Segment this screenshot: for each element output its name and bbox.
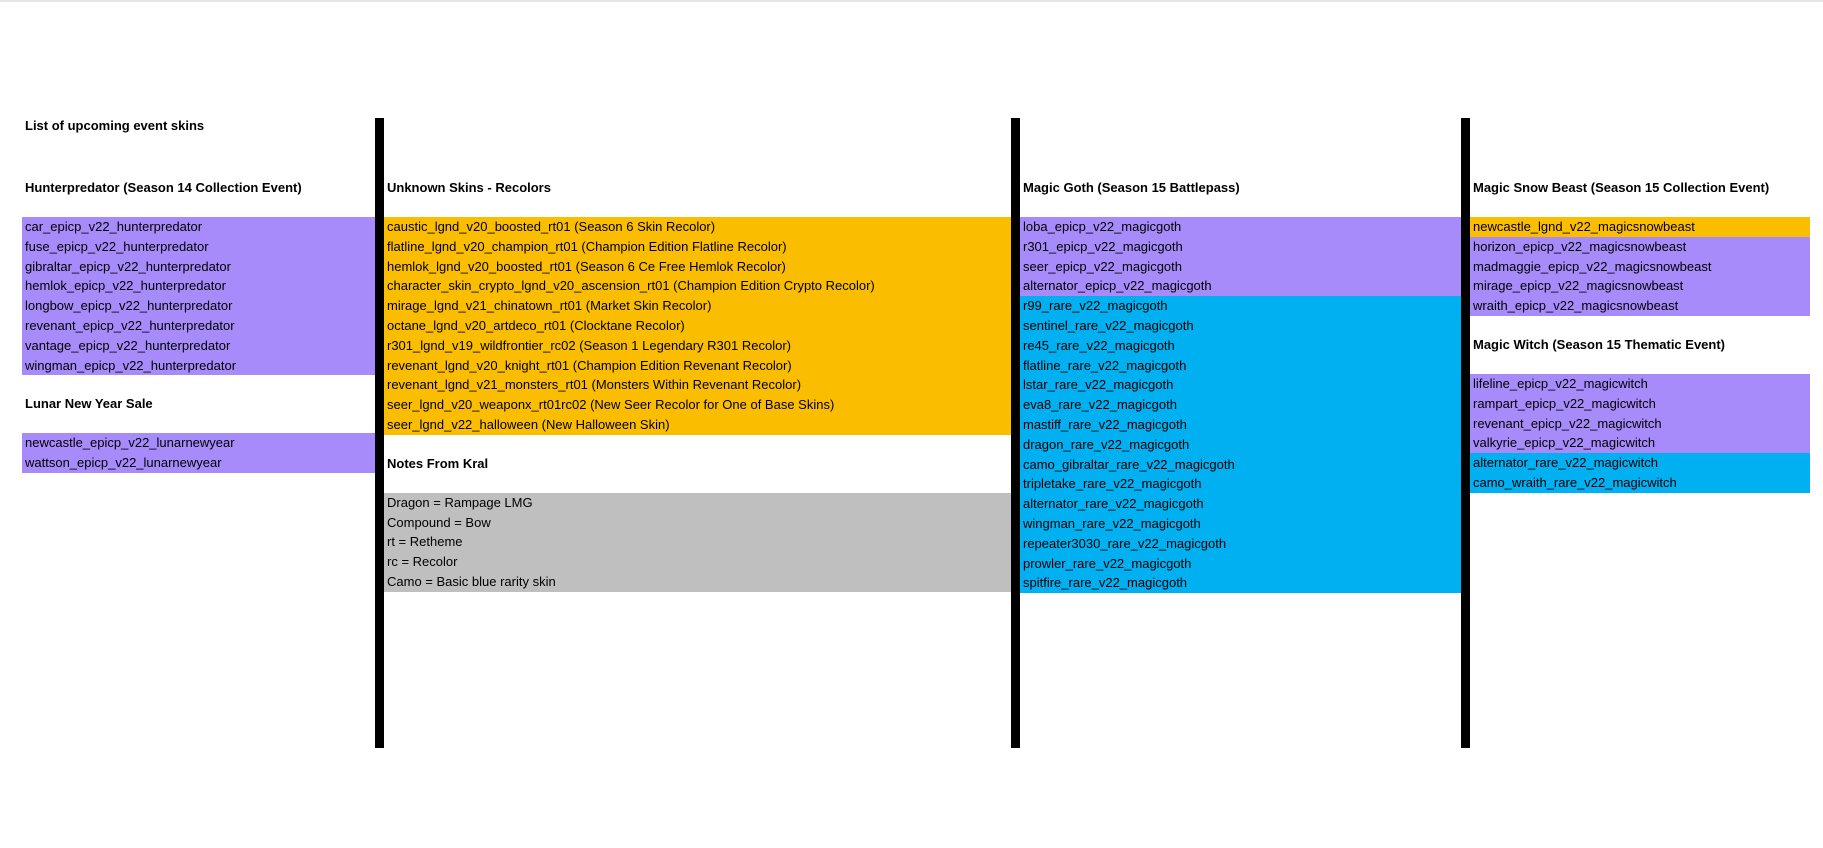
list-item: r301_epicp_v22_magicgoth	[1020, 237, 1461, 257]
list-item: mastiff_rare_v22_magicgoth	[1020, 415, 1461, 435]
column-recolors	[384, 178, 1011, 592]
list-item: r99_rare_v22_magicgoth	[1020, 296, 1461, 316]
list-item: wingman_epicp_v22_hunterpredator	[22, 356, 375, 376]
section-title-magic-goth: Magic Goth (Season 15 Battlepass)	[1023, 180, 1240, 195]
list-item: Dragon = Rampage LMG	[384, 493, 1011, 513]
list-hunterpredator	[22, 217, 375, 375]
list-item: alternator_rare_v22_magicgoth	[1020, 494, 1461, 514]
list-item: wingman_rare_v22_magicgoth	[1020, 514, 1461, 534]
section-title-magic-witch: Magic Witch (Season 15 Thematic Event)	[1473, 336, 1726, 352]
section-title-hunterpredator: Hunterpredator (Season 14 Collection Event)	[25, 180, 302, 195]
list-item: seer_epicp_v22_magicgoth	[1020, 257, 1461, 277]
list-item: tripletake_rare_v22_magicgoth	[1020, 474, 1461, 494]
list-item: revenant_lgnd_v20_knight_rt01 (Champion Edition Revenant Recolor)	[384, 356, 1011, 376]
list-item: vantage_epicp_v22_hunterpredator	[22, 336, 375, 356]
column-hunterpredator	[22, 178, 375, 473]
list-item: flatline_lgnd_v20_champion_rt01 (Champion Edition Flatline Recolor)	[384, 237, 1011, 257]
list-item: revenant_epicp_v22_magicwitch	[1470, 414, 1810, 434]
list-item: seer_lgnd_v22_halloween (New Halloween Skin)	[384, 415, 1011, 435]
list-item: dragon_rare_v22_magicgoth	[1020, 435, 1461, 455]
list-magic-witch	[1470, 374, 1810, 493]
column-divider-2	[1011, 118, 1020, 748]
list-recolors	[384, 217, 1011, 435]
list-item: rt = Retheme	[384, 532, 1011, 552]
column-magic-snow-beast	[1470, 178, 1810, 493]
list-item: gibraltar_epicp_v22_hunterpredator	[22, 257, 375, 277]
list-item: fuse_epicp_v22_hunterpredator	[22, 237, 375, 257]
list-item: wraith_epicp_v22_magicsnowbeast	[1470, 296, 1810, 316]
section-title-recolors: Unknown Skins - Recolors	[387, 180, 551, 195]
column-divider-3	[1461, 118, 1470, 748]
list-item: mirage_lgnd_v21_chinatown_rt01 (Market Skin Recolor)	[384, 296, 1011, 316]
list-item: loba_epicp_v22_magicgoth	[1020, 217, 1461, 237]
list-item: lstar_rare_v22_magicgoth	[1020, 375, 1461, 395]
list-item: revenant_lgnd_v21_monsters_rt01 (Monsters Within Revenant Recolor)	[384, 375, 1011, 395]
column-divider-1	[375, 118, 384, 748]
list-item: flatline_rare_v22_magicgoth	[1020, 356, 1461, 376]
list-item: eva8_rare_v22_magicgoth	[1020, 395, 1461, 415]
list-item: camo_wraith_rare_v22_magicwitch	[1470, 473, 1810, 493]
list-item: Camo = Basic blue rarity skin	[384, 572, 1011, 592]
list-item: valkyrie_epicp_v22_magicwitch	[1470, 433, 1810, 453]
list-item: alternator_epicp_v22_magicgoth	[1020, 276, 1461, 296]
list-item: horizon_epicp_v22_magicsnowbeast	[1470, 237, 1810, 257]
list-item: madmaggie_epicp_v22_magicsnowbeast	[1470, 257, 1810, 277]
list-item: camo_gibraltar_rare_v22_magicgoth	[1020, 455, 1461, 475]
list-item: car_epicp_v22_hunterpredator	[22, 217, 375, 237]
list-item: alternator_rare_v22_magicwitch	[1470, 453, 1810, 473]
list-item: lifeline_epicp_v22_magicwitch	[1470, 374, 1810, 394]
list-item: re45_rare_v22_magicgoth	[1020, 336, 1461, 356]
list-item: newcastle_epicp_v22_lunarnewyear	[22, 433, 375, 453]
list-item: hemlok_epicp_v22_hunterpredator	[22, 276, 375, 296]
list-item: prowler_rare_v22_magicgoth	[1020, 554, 1461, 574]
list-item: octane_lgnd_v20_artdeco_rt01 (Clocktane Recolor)	[384, 316, 1011, 336]
list-item: mirage_epicp_v22_magicsnowbeast	[1470, 276, 1810, 296]
list-item: spitfire_rare_v22_magicgoth	[1020, 573, 1461, 593]
list-notes	[384, 493, 1011, 592]
list-item: wattson_epicp_v22_lunarnewyear	[22, 453, 375, 473]
list-item: repeater3030_rare_v22_magicgoth	[1020, 534, 1461, 554]
list-item: rampart_epicp_v22_magicwitch	[1470, 394, 1810, 414]
page-title: List of upcoming event skins	[25, 118, 205, 133]
list-magic-snow-beast	[1470, 217, 1810, 316]
list-lunar-new-year	[22, 433, 375, 473]
section-title-magic-snow-beast: Magic Snow Beast (Season 15 Collection Event)	[1473, 180, 1770, 195]
top-border	[0, 0, 1823, 2]
list-item: longbow_epicp_v22_hunterpredator	[22, 296, 375, 316]
list-item: r301_lgnd_v19_wildfrontier_rc02 (Season 1 Legendary R301 Recolor)	[384, 336, 1011, 356]
list-item: hemlok_lgnd_v20_boosted_rt01 (Season 6 Ce Free Hemlok Recolor)	[384, 257, 1011, 277]
list-item: character_skin_crypto_lgnd_v20_ascension_rt01 (Champion Edition Crypto Recolor)	[384, 276, 1011, 296]
section-title-notes: Notes From Kral	[387, 455, 489, 471]
list-item: caustic_lgnd_v20_boosted_rt01 (Season 6 Skin Recolor)	[384, 217, 1011, 237]
list-item: Compound = Bow	[384, 513, 1011, 533]
list-item: sentinel_rare_v22_magicgoth	[1020, 316, 1461, 336]
list-item: seer_lgnd_v20_weaponx_rt01rc02 (New Seer Recolor for One of Base Skins)	[384, 395, 1011, 415]
section-title-lunar-new-year: Lunar New Year Sale	[25, 396, 153, 412]
list-item: rc = Recolor	[384, 552, 1011, 572]
column-magic-goth	[1020, 178, 1461, 593]
list-item: revenant_epicp_v22_hunterpredator	[22, 316, 375, 336]
list-item: newcastle_lgnd_v22_magicsnowbeast	[1470, 217, 1810, 237]
list-magic-goth	[1020, 217, 1461, 593]
